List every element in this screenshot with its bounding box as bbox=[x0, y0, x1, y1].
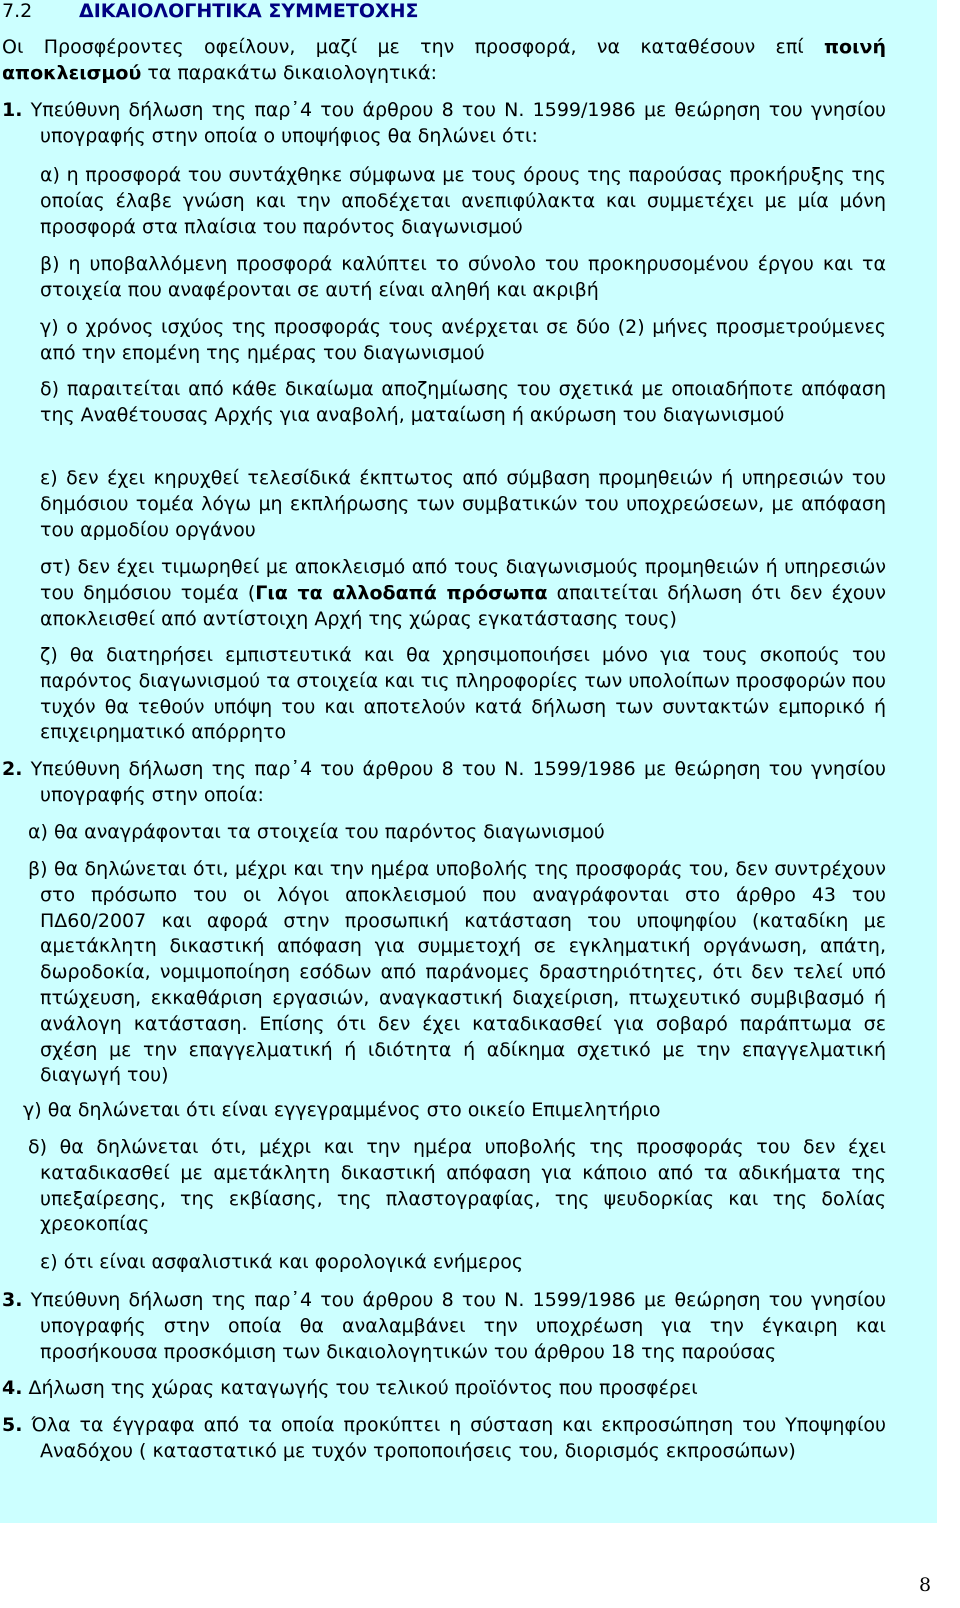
item-2-number: 2. bbox=[2, 758, 23, 780]
item-1-b: β) η υποβαλλόμενη προσφορά καλύπτει το σύνολο του προκηρυσομένου έργου και τα στοιχεία που αναφέρονται σε αυτή είναι αληθή και ακριβή bbox=[40, 253, 886, 301]
section-title: ΔΙΚΑΙΟΛΟΓΗΤΙΚΑ ΣΥΜΜΕΤΟΧΗΣ bbox=[79, 0, 419, 22]
item-1-z: ζ) θα διατηρήσει εμπιστευτικά και θα χρησιμοποιήσει μόνο για τους σκοπούς του παρόντος διαγωνισμού τα στοιχεία και τις πληροφορίες των υπολοίπων προσφορών που τυχόν θα τεθούν υπόψη του και αποτελούν κατά δήλωση των συντακτών εμπορικό ή επιχειρηματικό απόρρητο bbox=[40, 644, 886, 744]
intro-text-after: τα παρακάτω δικαιολογητικά: bbox=[141, 61, 437, 84]
item-1-st bbox=[40, 555, 886, 632]
item-5-number: 5. bbox=[2, 1414, 23, 1436]
item-1-text: Υπεύθυνη δήλωση της παρ᾿4 του άρθρου 8 του Ν. 1599/1986 με θεώρηση του γνησίου υπογραφής στην οποία ο υποψήφιος θα δηλώνει ότι: bbox=[22, 99, 886, 147]
item-5-text: Όλα τα έγγραφα από τα οποία προκύπτει η σύσταση και εκπροσώπηση του Υποψηφίου Αναδόχου ( καταστατικό με τυχόν τροποποιήσεις του, διορισμός εκπροσώπων) bbox=[22, 1414, 886, 1462]
item-1-st-text-after: απαιτείται δήλωση ότι δεν έχουν αποκλεισθεί από αντίστοιχη Αρχή της χώρας εγκατάστασης τους) bbox=[40, 581, 886, 630]
item-1-st-text: στ) δεν έχει τιμωρηθεί με αποκλεισμό από τους διαγωνισμούς προμηθειών ή υπηρεσιών του δημόσιου τομέα ( bbox=[40, 556, 886, 604]
item-2 bbox=[2, 757, 886, 809]
item-2-a: α) θα αναγράφονται τα στοιχεία του παρόντος διαγωνισμού bbox=[28, 821, 605, 843]
item-5 bbox=[2, 1413, 886, 1465]
item-3-text: Υπεύθυνη δήλωση της παρ᾿4 του άρθρου 8 του Ν. 1599/1986 με θεώρηση του γνησίου υπογραφής στην οποία θα αναλαμβάνει την υποχρέωση για την έγκαιρη και προσήκουσα προσκόμιση των δικαιολογητικών του άρθρου 18 της παρούσας bbox=[22, 1289, 886, 1363]
page-number: 8 bbox=[919, 1574, 932, 1596]
item-2-b: β) θα δηλώνεται ότι, μέχρι και την ημέρα υποβολής της προσφοράς του, δεν συντρέχουν στο πρόσωπο του οι λόγοι αποκλεισμού που αναγράφονται στο άρθρο 43 του ΠΔ60/2007 και αφορά στην προσωπική κατάσταση του υποψηφίου (καταδίκη με αμετάκλητη δικαστική απόφαση για συμμετοχή σε εγκληματική οργάνωση, απάτη, δωροδοκία, νομιμοποίηση εσόδων από παράνομες δραστηριότητες, ότι δεν τελεί υπό πτώχευση, εκκαθάριση εργασιών, αναγκαστική διαχείριση, πτωχευτικό συμβιβασμό ή ανάλογη κατάσταση. Επίσης ότι δεν έχει καταδικασθεί για σοβαρό παράπτωμα σε σχέση με την επαγγελματική ή ιδιότητα ή αδίκημα σχετικό με την επαγγελματική διαγωγή του) bbox=[28, 858, 886, 1087]
item-4-number: 4. bbox=[2, 1377, 23, 1399]
item-4-text: Δήλωση της χώρας καταγωγής του τελικού προϊόντος που προσφέρει bbox=[22, 1377, 698, 1399]
item-2-text: Υπεύθυνη δήλωση της παρ᾿4 του άρθρου 8 του Ν. 1599/1986 με θεώρηση του γνησίου υπογραφής στην οποία: bbox=[22, 758, 886, 806]
item-1 bbox=[2, 98, 886, 150]
item-4 bbox=[2, 1376, 886, 1402]
item-2-e: ε) ότι είναι ασφαλιστικά και φορολογικά ενήμερος bbox=[40, 1251, 523, 1273]
item-1-d: δ) παραιτείται από κάθε δικαίωμα αποζημίωσης του σχετικά με οποιαδήποτε απόφαση της Αναθέτουσας Αρχής για αναβολή, ματαίωση ή ακύρωση του διαγωνισμού bbox=[40, 378, 886, 426]
item-2-c: γ) θα δηλώνεται ότι είναι εγγεγραμμένος στο οικείο Επιμελητήριο bbox=[23, 1099, 661, 1121]
item-1-c: γ) ο χρόνος ισχύος της προσφοράς τους ανέρχεται σε δύο (2) μήνες προσμετρούμενες από την επομένη της ημέρας του διαγωνισμού bbox=[40, 316, 886, 364]
item-3 bbox=[2, 1288, 886, 1365]
item-1-e: ε) δεν έχει κηρυχθεί τελεσίδικά έκπτωτος από σύμβαση προμηθειών ή υπηρεσιών του δημόσιου τομέα λόγω μη εκπλήρωσης των συμβατικών του υποχρεώσεων, με απόφαση του αρμοδίου οργάνου bbox=[40, 467, 886, 541]
section-number: 7.2 bbox=[2, 0, 33, 22]
item-1-number: 1. bbox=[2, 99, 23, 121]
item-1-st-bold: Για τα αλλοδαπά πρόσωπα bbox=[255, 581, 548, 604]
item-3-number: 3. bbox=[2, 1289, 23, 1311]
intro-paragraph bbox=[2, 35, 886, 87]
intro-bold: ποινή αποκλεισμού bbox=[2, 36, 886, 84]
intro-text: Οι Προσφέροντες οφείλουν, μαζί με την προσφορά, να καταθέσουν επί bbox=[2, 36, 825, 58]
item-1-a: α) η προσφορά του συντάχθηκε σύμφωνα με τους όρους της παρούσας προκήρυξης της οποίας έλαβε γνώση και την αποδέχεται ανεπιφύλακτα και συμμετέχει με μία μόνη προσφορά στα πλαίσια του παρόντος διαγωνισμού bbox=[40, 164, 886, 238]
item-2-d: δ) θα δηλώνεται ότι, μέχρι και την ημέρα υποβολής της προσφοράς του δεν έχει καταδικασθεί με αμετάκλητη δικαστική απόφαση για κάποιο από τα αδικήματα της υπεξαίρεσης, της εκβίασης, της πλαστογραφίας, της ψευδορκίας και της δολίας χρεοκοπίας bbox=[28, 1136, 886, 1236]
